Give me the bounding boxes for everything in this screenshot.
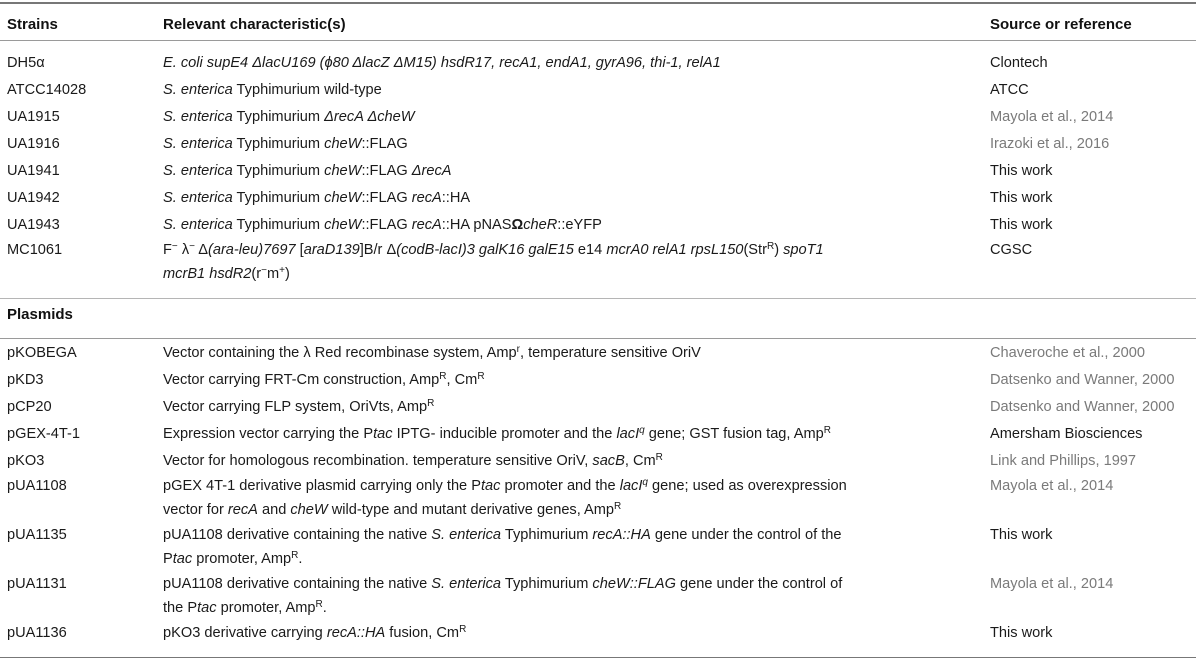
strain-source: CGSC <box>990 242 1033 258</box>
plasmid-description: Vector carrying FRT-Cm construction, Amp$^R$, $Cm^R$ <box>163 371 485 388</box>
strain-source: This work <box>990 190 1053 206</box>
header-source: Source or reference <box>990 16 1132 33</box>
plasmid-source: Datsenko and Wanner, 2000 <box>990 372 1175 388</box>
strain-description: S. enterica Typhimurium cheW::FLAG ΔrecA <box>163 163 452 179</box>
strain-source: This work <box>990 163 1053 179</box>
plasmid-name: pCP20 <box>7 399 52 415</box>
plasmid-name: pKD3 <box>7 372 44 388</box>
strain-name: UA1942 <box>7 190 60 206</box>
strain-description: E. coli supE4 ΔlacU169 (ϕ80 ΔlacZ ΔM15) hsdR17, recA1, endA1, gyrA96, thi-1, relA1 <box>163 55 721 71</box>
strain-description: S. enterica Typhimurium cheW::FLAG <box>163 136 408 152</box>
plasmid-source: Link and Phillips, 1997 <box>990 453 1137 469</box>
section-divider <box>0 298 1196 299</box>
strain-source: Irazoki et al., 2016 <box>990 136 1110 152</box>
strain-description: S. enterica Typhimurium cheW::FLAG recA::HA pNASΩcheR::eYFP <box>163 217 602 233</box>
strain-source: Mayola et al., 2014 <box>990 109 1114 125</box>
section-plasmids-label: Plasmids <box>7 306 73 323</box>
strain-description: S. enterica Typhimurium ΔrecA ΔcheW <box>163 109 415 125</box>
plasmid-name: pKO3 <box>7 453 45 469</box>
plasmid-description: Expression vector carrying the Ptac IPTG- inducible promoter and the lacI$^q$ gene; GST fusion tag, Amp$^R$ <box>163 425 831 442</box>
header-characteristics: Relevant characteristic(s) <box>163 16 346 33</box>
plasmid-description: Vector carrying FLP system, OriVts, Amp$^R$ <box>163 398 435 415</box>
section-plasmids-rule <box>0 338 1196 339</box>
strain-name: UA1941 <box>7 163 60 179</box>
plasmid-description: pUA1108 derivative containing the native S. enterica Typhimurium cheW::FLAG gene under the control of the Ptac promoter, Amp$^R$. <box>163 576 843 616</box>
plasmid-name: pGEX-4T-1 <box>7 426 80 442</box>
strain-description: S. enterica Typhimurium cheW::FLAG recA::HA <box>163 190 471 206</box>
strain-name: MC1061 <box>7 242 63 258</box>
strain-name: UA1943 <box>7 217 60 233</box>
plasmid-description: pGEX 4T-1 derivative plasmid carrying only the Ptac promoter and the lacI$^q$ gene; used as overexpression vector for recA and cheW wild-type and mutant derivative genes, Amp$^R$ <box>163 477 847 518</box>
plasmid-source: Mayola et al., 2014 <box>990 478 1114 494</box>
plasmid-source: Chaveroche et al., 2000 <box>990 345 1145 361</box>
strain-name: UA1915 <box>7 109 60 125</box>
header-rule <box>0 40 1196 41</box>
table-bottom-rule <box>0 657 1196 658</box>
plasmid-name: pUA1131 <box>7 576 67 592</box>
plasmid-source: Amersham Biosciences <box>990 426 1143 442</box>
plasmid-description: Vector containing the λ Red recombinase system, Amp$^r$, temperature sensitive OriV <box>163 344 701 361</box>
strain-description: F− λ− Δ(ara-leu)7697 [araD139]B/r Δ(codB-lacI)3 galK16 galE15 e14 mcrA0 relA1 rpsL150(Str$^R$) spoT1 mcrB1 hsdR2(r−m+) <box>163 241 824 282</box>
strain-name: DH5α <box>7 55 45 71</box>
plasmid-description: Vector for homologous recombination. temperature sensitive OriV, sacB, $Cm^R$ <box>163 452 663 469</box>
strain-description: S. enterica Typhimurium wild-type <box>163 82 382 98</box>
header-strains: Strains <box>7 16 58 33</box>
plasmid-name: pUA1135 <box>7 527 67 543</box>
plasmid-description: pUA1108 derivative containing the native S. enterica Typhimurium recA::HA gene under the control of the Ptac promoter, Amp$^R$. <box>163 527 842 567</box>
strain-source: This work <box>990 217 1053 233</box>
plasmid-source: This work <box>990 625 1053 641</box>
table-top-rule <box>0 2 1196 4</box>
plasmid-name: pKOBEGA <box>7 345 77 361</box>
strain-name: UA1916 <box>7 136 60 152</box>
plasmid-source: This work <box>990 527 1053 543</box>
plasmid-source: Datsenko and Wanner, 2000 <box>990 399 1175 415</box>
plasmid-name: pUA1108 <box>7 478 67 494</box>
plasmid-source: Mayola et al., 2014 <box>990 576 1114 592</box>
plasmid-description: pKO3 derivative carrying recA::HA fusion, $Cm^R$ <box>163 624 467 641</box>
strain-name: ATCC14028 <box>7 82 87 98</box>
strain-source: ATCC <box>990 82 1029 98</box>
strain-source: Clontech <box>990 55 1048 71</box>
plasmid-name: pUA1136 <box>7 625 67 641</box>
